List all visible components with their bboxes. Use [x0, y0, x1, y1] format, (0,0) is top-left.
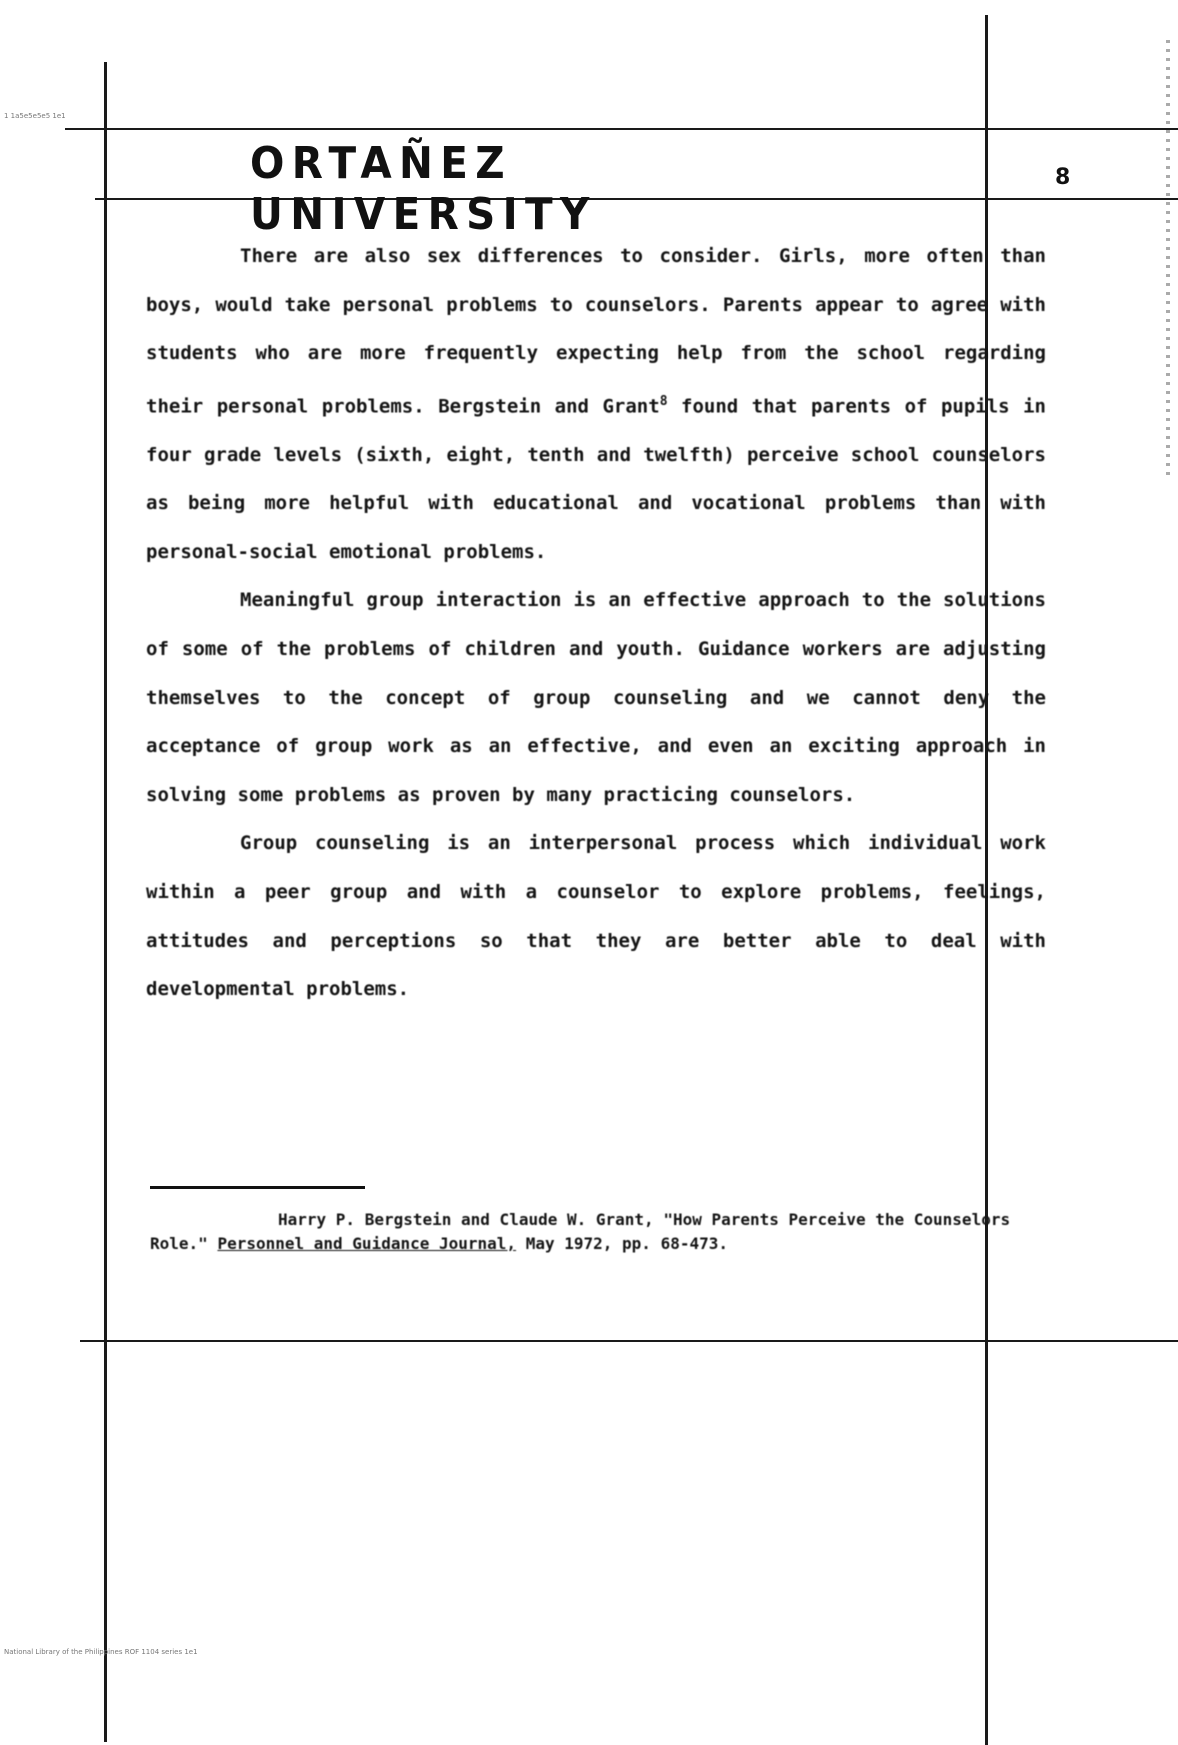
footnote-ref: 8: [659, 393, 668, 409]
cited-authors: Bergstein and Grant: [438, 395, 660, 418]
body-text: [146, 232, 1046, 1014]
paragraph-sex-differences: [146, 232, 1046, 576]
page-frame-left-rule: [104, 62, 107, 1742]
bottom-margin-mark: National Library of the Philippines ROF 1104 series 1e1: [4, 1648, 198, 1656]
paragraph-group-interaction: Meaningful group interaction is an effective approach to the solutions of some of the problems of children and youth. Guidance workers are adjusting themselves to the concept of group counseling and we cannot deny the acceptance of group work as an effective, and even an exciting approach in solving some problems as proven by many practicing counselors.: [146, 589, 1046, 806]
page-number: 8: [1055, 165, 1071, 190]
footnote-journal: Personnel and Guidance Journal,: [217, 1234, 517, 1253]
footnote-text: Harry P. Bergstein and Claude W. Grant, "How Parents Perceive the Counselors Role.": [150, 1210, 1011, 1253]
paragraph-1-text: There are also sex differences to consider. Girls, more often than boys, would take personal problems to counselors. Parents appear to agree with students who are more frequently expecting help from the school regarding their personal problems.: [146, 245, 1046, 418]
footnote: [150, 1208, 1055, 1256]
left-margin-mark: 1 1a5e5e5e5 1e1: [4, 112, 66, 120]
footer-rule: [80, 1340, 1178, 1342]
university-name-heading: ORTAÑEZ UNIVERSITY: [250, 138, 597, 240]
header-top-rule: [65, 128, 1178, 130]
paragraph-1-continued: found that parents of pupils in four grade levels (sixth, eight, tenth and twelfth) perceive school counselors as being more helpful with educational and vocational problems than with personal-social emotional problems.: [146, 395, 1046, 563]
scan-edge-marks: [1166, 40, 1170, 480]
paragraph-group-counseling: Group counseling is an interpersonal process which individual work within a peer group and with a counselor to explore problems, feelings, attitudes and perceptions so that they are better able to deal with developmental problems.: [146, 832, 1046, 1001]
footnote-separator: [150, 1186, 365, 1189]
footnote-citation: May 1972, pp. 68-473.: [525, 1234, 728, 1253]
